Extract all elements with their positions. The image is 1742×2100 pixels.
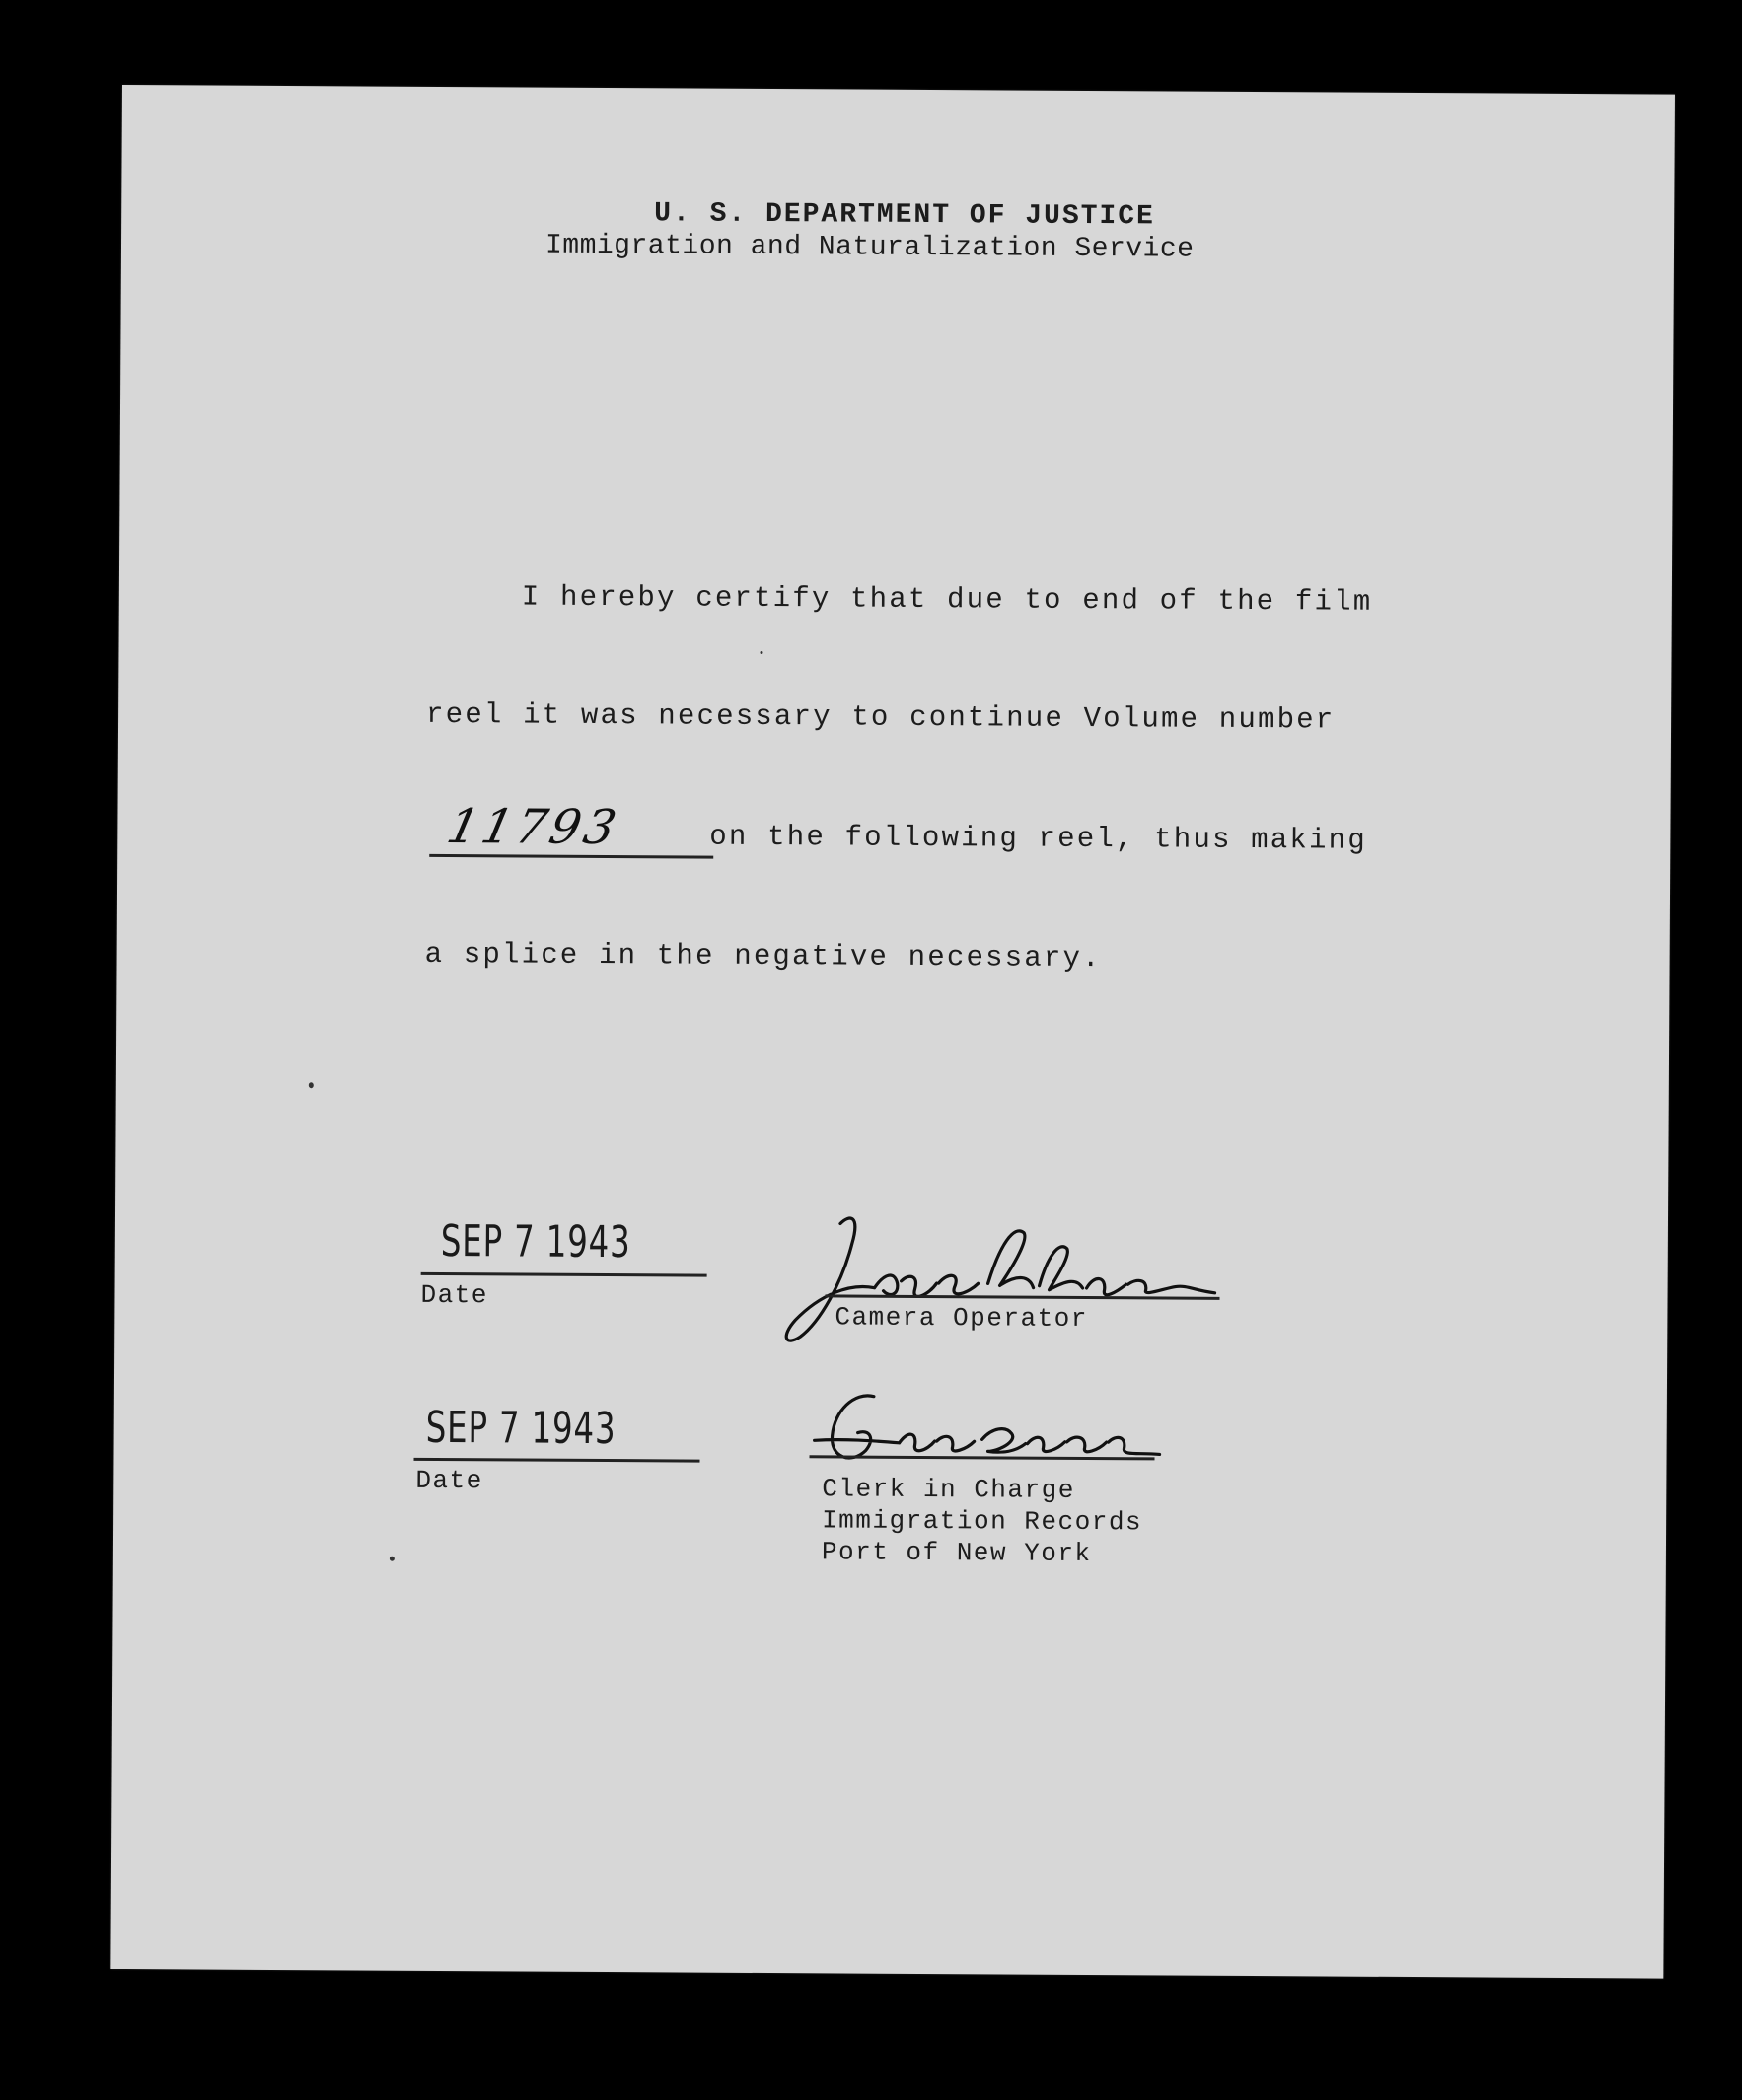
date-rule-camera-operator xyxy=(421,1272,707,1277)
clerk-title-line-1: Clerk in Charge xyxy=(822,1474,1075,1505)
film-speck xyxy=(760,651,762,654)
department-heading: U. S. DEPARTMENT OF JUSTICE xyxy=(654,198,1155,233)
certification-line-1: I hereby certify that due to end of the film xyxy=(521,580,1373,618)
volume-number: 11793 xyxy=(442,799,625,856)
date-label-clerk: Date xyxy=(415,1465,483,1496)
date-label-camera-operator: Date xyxy=(420,1279,489,1311)
document-page xyxy=(110,85,1675,1979)
service-heading: Immigration and Naturalization Service xyxy=(544,230,1195,265)
certification-line-3: on the following reel, thus making xyxy=(709,820,1367,857)
clerk-title-line-3: Port of New York xyxy=(821,1537,1092,1569)
date-stamp-clerk: SEP 7 1943 xyxy=(425,1402,617,1455)
certification-line-2: reel it was necessary to continue Volume number xyxy=(426,697,1336,737)
certification-line-4: a splice in the negative necessary. xyxy=(424,937,1102,976)
date-rule-clerk xyxy=(413,1458,699,1463)
film-speck xyxy=(390,1557,395,1561)
film-speck xyxy=(309,1082,314,1088)
clerk-title-line-2: Immigration Records xyxy=(822,1505,1143,1538)
date-stamp-camera-operator: SEP 7 1943 xyxy=(440,1215,631,1268)
camera-operator-title: Camera Operator xyxy=(835,1302,1089,1335)
